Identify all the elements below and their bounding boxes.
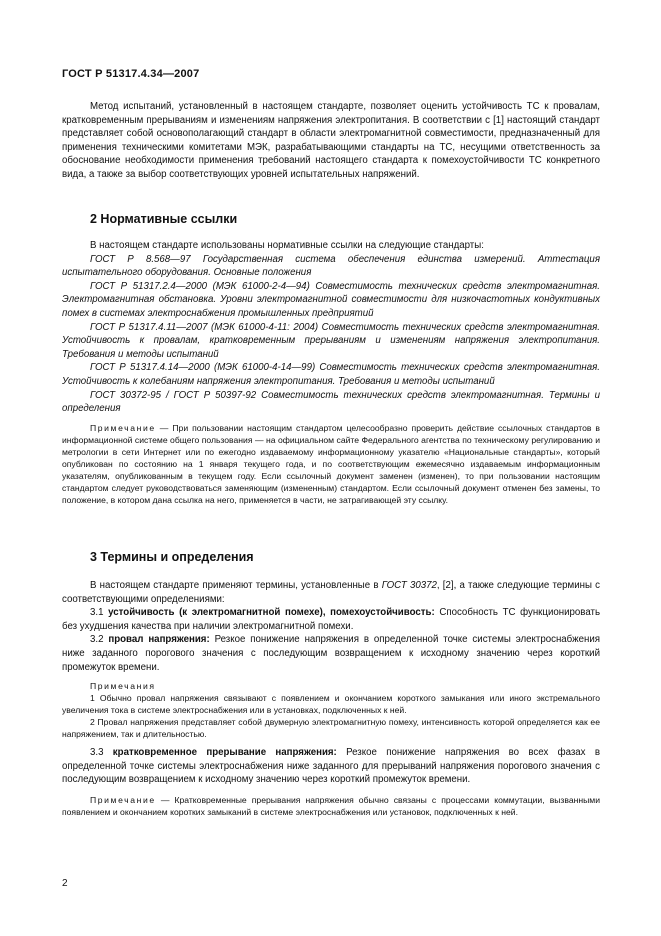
section-2-note — [62, 422, 600, 506]
lead-reference: ГОСТ 30372 — [381, 580, 437, 591]
lead-text: В настоящем стандарте применяют термины, установленные в — [90, 580, 382, 591]
page-number: 2 — [62, 878, 68, 889]
normative-reference: ГОСТ 30372-95 / ГОСТ Р 50397-92 Совместимость технических средств электромагнитная. Термины и определения — [62, 389, 600, 415]
lead-text: , [2], а также следующие термины с соответствующими определениями: — [62, 580, 600, 605]
section-2-heading: 2 Нормативные ссылки — [90, 212, 238, 226]
normative-reference: ГОСТ Р 51317.4.14—2000 (МЭК 61000-4-14—99) Совместимость технических средств электромагнитная. Устойчивость к колебаниям напряжения электропитания. Требования и методы испытаний — [62, 362, 600, 387]
term-name: кратковременное прерывание напряжения: — [112, 747, 337, 759]
term-number: 3.1 — [90, 607, 109, 619]
term-definition: Резкое понижение напряжения во всех фазах в определенной точке системы электроснабжения ниже заданного для прерываний напряжения порогового значения с последующим возвращением к исходному значению через короткий промежуток времени. — [62, 747, 600, 786]
term-3-1 — [62, 606, 600, 633]
term-3-3 — [62, 746, 600, 787]
note-text: — Кратковременные прерывания напряжения обычно связаны с процессами коммутации, вызванными появлением и окончанием коротких замыканий в системе электроснабжения или установок, подключенных к ней. — [62, 794, 600, 817]
section-2 — [62, 212, 600, 506]
normative-reference: ГОСТ Р 8.568—97 Государственная система обеспечения единства измерений. Аттестация испытательного оборудования. Основные положения — [62, 253, 600, 279]
normative-reference: ГОСТ Р 51317.2.4—2000 (МЭК 61000-2-4—94) Совместимость технических средств электромагнитная. Электромагнитная обстановка. Уровни электромагнитной совместимости для низкочастотных кондуктивных помех в системах электроснабжения промышленных предприятий — [62, 280, 600, 319]
note-text: — При пользовании настоящим стандартом целесообразно проверить действие ссылочных стандартов в информационной системе общего пользования — на официальном сайте Федерального агентства по техническому регулированию и метрологии в сети Интернет или по ежегодно издаваемому информационному указателю «Национальные стандарты», который опубликован по состоянию на 1 января текущего года, и по соответствующим ежемесячно издаваемым информационным указателям, опубликованным в текущем году. Если ссылочный документ заменен (изменен), то при пользовании настоящим стандартом следует руководствоваться заменяющим (измененным) стандартом. Если ссылочный документ отменен без замены, то положение, в котором дана ссылка на него, применяется в части, не затрагивающей эту ссылку. — [62, 422, 600, 505]
note-1: 1 Обычно провал напряжения связывают с появлением и окончанием короткого замыкания или иного экстремального увеличения тока в системе электроснабжения или в установках, подключенных к ней. — [62, 693, 600, 716]
note-label: Примечание — [90, 794, 156, 805]
term-number: 3.3 — [90, 747, 113, 759]
note-2: 2 Провал напряжения представляет собой двумерную электромагнитную помеху, интенсивность которой определяется как ее напряжением, так и длительностью. — [62, 717, 600, 740]
term-name: устойчивость (к электромагнитной помехе), помехоустойчивость: — [108, 607, 435, 619]
intro-paragraph: Метод испытаний, установленный в настоящем стандарте, позволяет оценить устойчивость ТС к провалам, кратковременным прерываниям и изменениям напряжения электропитания. В соответствии с [1] настоящий стандарт представляет собой основополагающий стандарт в области электромагнитной совместимости, предназначенный для применения техническими комитетами МЭК, разрабатывающими стандарты на ТС, несущими ответственность за обоснование необходимости применения требований настоящего стандарта к помехоустойчивости ТС конкретного вида, а также за выбор соответствующих уровней испытательных напряжений. — [62, 101, 600, 180]
term-definition: Способность ТС функционировать без ухудшения качества при наличии электромагнитной помехи. — [62, 607, 601, 632]
notes-label: Примечания — [90, 681, 156, 692]
normative-reference: ГОСТ Р 51317.4.11—2007 (МЭК 61000-4-11: 2004) Совместимость технических средств электромагнитная. Устойчивость к провалам, кратковременным прерываниям и изменениям напряжения электропитания. Требования и методы испытаний — [62, 321, 600, 360]
section-3-heading: 3 Термины и определения — [90, 550, 254, 564]
note-label: Примечание — [90, 422, 156, 433]
section-3-lead — [62, 579, 600, 606]
term-definition: Резкое понижение напряжения в определенной точке системы электроснабжения ниже заданного порогового значения с последующим возвращением к исходному значению через короткий промежуток времени. — [62, 634, 600, 673]
term-name: провал напряжения: — [108, 634, 210, 646]
note-3 — [62, 794, 600, 818]
intro-section — [62, 100, 600, 182]
term-number: 3.2 — [90, 634, 109, 646]
document-header: ГОСТ Р 51317.4.34—2007 — [62, 68, 200, 80]
section-3 — [62, 550, 600, 818]
section-2-lead: В настоящем стандарте использованы нормативные ссылки на следующие стандарты: — [90, 240, 484, 251]
term-3-2 — [62, 633, 600, 674]
